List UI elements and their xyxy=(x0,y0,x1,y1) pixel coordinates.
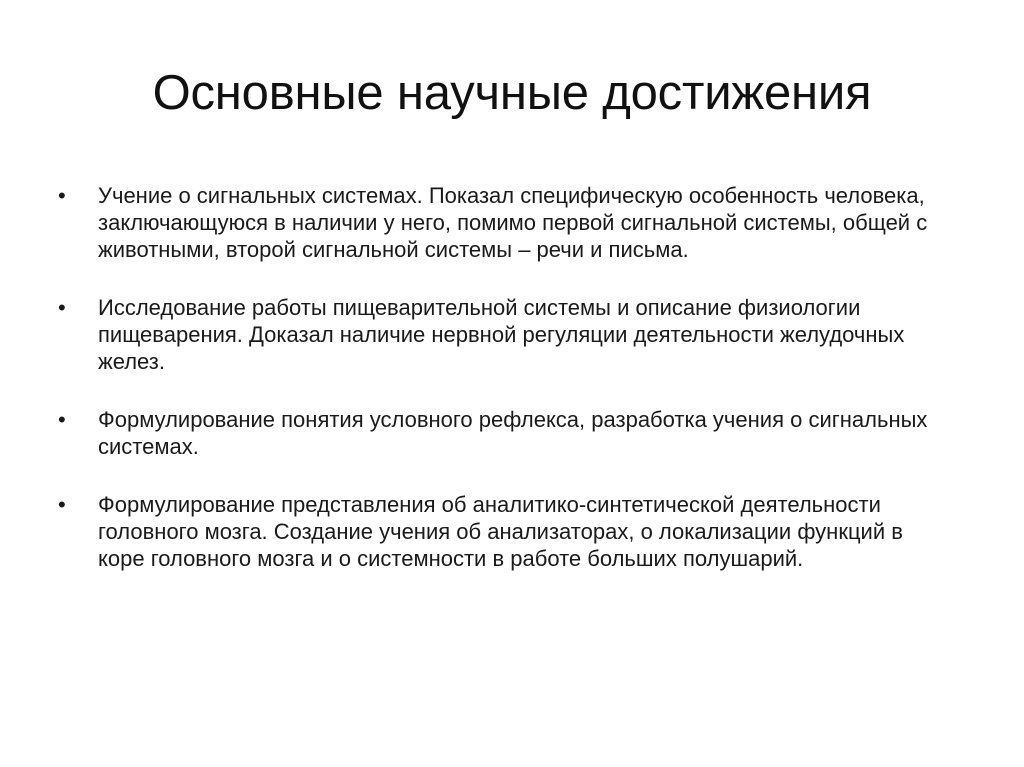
list-item xyxy=(58,182,948,263)
bullet-text: Исследование работы пищеварительной системы и описание физиологии пищеварения. Доказал наличие нервной регуляции деятельности желудочных желез. xyxy=(98,295,905,374)
list-item xyxy=(58,406,948,460)
list-item xyxy=(58,491,948,572)
bullet-text: Формулирование понятия условного рефлекса, разработка учения о сигнальных системах. xyxy=(98,407,928,459)
bullet-text: Формулирование представления об аналитико-синтетической деятельности головного мозга. Создание учения об анализаторах, о локализации функций в коре головного мозга и о системности в работе больших полушарий. xyxy=(98,492,903,571)
slide-title: Основные научные достижения xyxy=(152,66,872,120)
bullet-text: Учение о сигнальных системах. Показал специфическую особенность человека, заключающуюся в наличии у него, помимо первой сигнальной системы, общей с животными, второй сигнальной системы – речи и письма. xyxy=(98,183,928,262)
bullet-icon: • xyxy=(58,295,66,320)
bullet-icon: • xyxy=(58,492,66,517)
bullet-icon: • xyxy=(58,183,66,208)
bullet-list xyxy=(58,182,948,603)
list-item xyxy=(58,294,948,375)
bullet-icon: • xyxy=(58,407,66,432)
